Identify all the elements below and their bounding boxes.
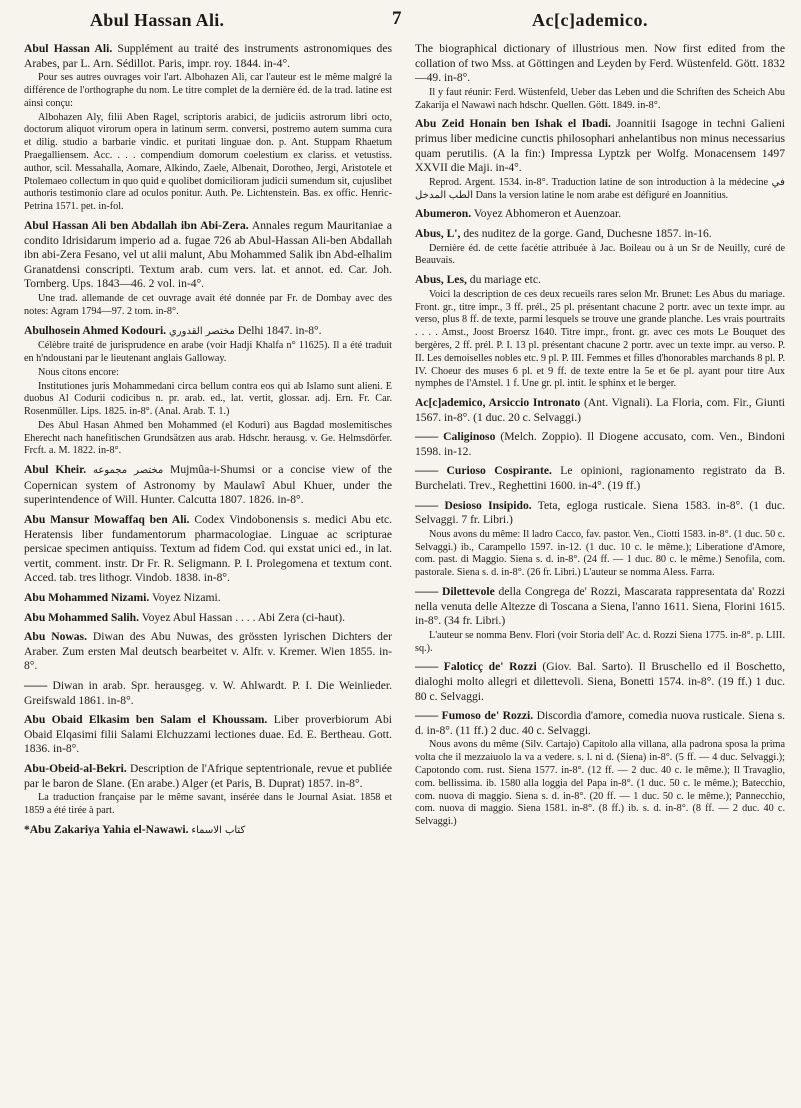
entry-text: Annales regum Mauritaniae a condito Idrisidarum imperio ad a. fugae 726 ab Abul-Hassan Ali-ben Abdallah ibn abi-Zera Fesano, vel ut alii malunt, Abu Mohammed Salik ibn Abd-elhalim Granatdensi conscripti. Textum arab. cum vers. lat. et annot. ed. Car. Joh. Tornberg. Ups. 1843—46. 2 vol. in-4°.: [24, 218, 392, 291]
entry-heading: Abu Obaid Elkasim ben Salam el Khoussam.: [24, 713, 268, 727]
entry-text: Voyez Abul Hassan . . . . Abi Zera (ci-haut).: [141, 610, 345, 624]
entry-heading: Abus, L',: [415, 226, 461, 240]
entry-note: Nous citons encore:: [38, 366, 119, 378]
entry-heading: Ac[c]ademico, Arsiccio Intronato: [415, 396, 581, 410]
entry-note: Dernière éd. de cette facétie attribuée à Jac. Boileau ou à un Sr de Neuilly, curé de Beauvais.: [415, 242, 785, 267]
catalog-entry: [24, 823, 392, 839]
entry-note: La traduction française par le même savant, insérée dans le Journal Asiat. 1858 et 1859 a été tirée à part.: [24, 792, 392, 816]
entry-note: Voici la description de ces deux recueils rares selon Mr. Brunet: Les Abus du mariage. Front. gr., titre impr., 3 ff. prél., 25 pl. présentant chacune 2 portr. avec un texte impr. au verso, plus 8 ff. de texte, parmi lesquels se trouve une grande planche. Les vrais pourtraits . . . . Amst., Joost Broersz 1640. Titre impr., front. gr. avec ces mots Le Bouquet des bergères, 2 ff. prél. P. I. 13 pl. présentant chacune 2 portr. avec un texte impr. au verso. P. II. Les demoiselles nobles etc. 9 pl. P. III. Femmes et filles d'honorables marchands 8 pl. P. IV. Choeur des muses 6 pl. et 9 ff. de texte entre la 5e et 6e pl. ayant pour titre Aux nymphes de l'Amstel. 1 f. Une gr. pl. intit. le sphinx et le berger.: [415, 288, 785, 390]
entry-text: Codex Vindobonensis s. medici Abu etc. Heratensis liber fundamentorum pharmacologiae. Linguae ac scripturae persicae specimen antiquiss. Textum ad fidem Cod. qui exstat unici ed., in lat. vertit, comment. instr. Dr Fr. R. Seligmann. P. I. Prolegomena et textum cont. Acced. tab. tres lithogr. Vindob. 1838. in-8°.: [24, 513, 393, 585]
right-column: [415, 42, 785, 834]
entry-text: The biographical dictionary of illustrious men. Now first edited from the collation of two Mss. at Göttingen and Leyden by Ferd. Wüstenfeld. Gött. 1832—49. in-8°.: [415, 42, 785, 85]
entry-heading: Abu Mohammed Nizami.: [24, 591, 150, 605]
entry-note: Nous avons du même (Silv. Cartajo) Capitolo alla villana, alla padrona sposa la prima volta che il mezzaiuolo la va a vedere. s. l. ni d. (Siena) in-8°. (5 ff. — 4 duc. Selvaggi.); Capotondo com. rust. Siena 1577. in-8°. (12 ff. — 2 duc. 40 c. le même.); Il Travaglio, com. bellissima. ib. 1580 alla loggia del Papa in-8°. (1 duc. 50 c. le même.); Batecchio, com. nuova di maggio. Siena s. d. in-8°. (20 ff. — 1 duc. 50 c. le même.); Pannecchio, com. nuova di maggio. Siena 1581. in-8°. (8 ff.) ib. s. d. in-8°. (8 ff. — 2 duc. 40 c. Selvaggi.): [415, 739, 785, 828]
catalog-entry: [415, 117, 785, 202]
catalog-entry: [415, 396, 785, 425]
entry-note: Albohazen Aly, filii Aben Ragel, scriptoris arabici, de judiciis astrorum libri octo, doctorum aliquot virorum opera in latinum serm. conversi, postremo autem summa cura et dilig. studio a barbarie vindic. et puritati linguae don. p. Ant. Stuppam Rhaetum Praegalliensem. Acc. . . . compendium domorum coelestium ex clariss. et vetustiss. author, scil. Messahalla, Aomare, Alkindo, Zaele, Albenait, Dorotheo, Jergi, Aristotele et Ptolemaeo collectum in quo quid e quolibet domicilioram judicii sumendum sit, cujuslibet authoris testimonio clare ad oculos ponitur. Auth. Pe. Lichtenstein. Bas. ex offic. Henric-Petrina 1571. pet. in-fol.: [24, 111, 392, 213]
entry-text: Delhi 1847. in-8°.: [237, 323, 322, 337]
catalog-entry: [24, 324, 392, 459]
entry-heading: Abu Mohammed Salih.: [24, 610, 139, 624]
entry-heading: Abul Kheir.: [24, 463, 87, 477]
catalog-entry: [415, 430, 785, 459]
entry-text: Le opinioni, ragionamento registrato da B. Burchelati. Trev., Reghettini 1600. in-4°. (19 ff.): [415, 464, 785, 493]
entry-heading: —— Desioso Insipido.: [415, 498, 532, 512]
entry-note: Des Abul Hasan Ahmed ben Mohammed (el Koduri) aus Bagdad moslemitisches Eherecht nach hanefitischen Grundsätzen aus arab. Hdschr. herausg. v. Ge. Helmsdörfer. Frcft. a. M. 1822. in-8°.: [24, 419, 392, 457]
entry-text: Joannitii Isagoge in techni Galieni primus liber medicine cunctis philosophari anhelantibus non minus necessarius quam perutilis. (A la fin:) Impressa Lyptzk per Wolfg. Monacensem 1497 XXVII die Maji. in-4°.: [415, 117, 785, 175]
entry-text: (Melch. Zoppio). Il Diogene accusato, com. Ven., Bindoni 1598. in-12.: [415, 430, 785, 458]
entry-heading: *Abu Zakariya Yahia el-Nawawi.: [24, 822, 189, 836]
arabic-title: مختصر القدوري: [168, 325, 235, 337]
catalog-entry: [415, 42, 785, 112]
entry-heading: —— Caliginoso: [415, 430, 496, 444]
entry-heading: Abu Mansur Mowaffaq ben Ali.: [24, 513, 190, 527]
catalog-entry: [415, 660, 785, 704]
entry-heading: ——: [24, 679, 48, 692]
entry-heading: —— Dilettevole: [415, 585, 495, 599]
arabic-title: كتاب الاسماء: [191, 824, 246, 836]
entry-heading: Abul Hassan Ali.: [24, 42, 113, 55]
page-number: 7: [392, 8, 402, 29]
entry-note: Il y faut réunir: Ferd. Wüstenfeld, Ueber das Leben und die Schriften des Scheich Abu Zakarija el Nawawi nach hdschr. Quellen. Gött. 1849. in-8°.: [415, 86, 785, 111]
entry-heading: Abumeron.: [415, 207, 472, 221]
catalog-entry: [24, 611, 392, 626]
page-header: [0, 6, 801, 36]
catalog-entry: [24, 762, 392, 818]
catalog-entry: [24, 219, 392, 319]
entry-text: Liber proverbiorum Abi Obaid Elqasimi filii Salami Elchuzzami lectiones duae. Ed. E. Bertheau. Gott. 1836. in-8°.: [24, 713, 392, 756]
entry-note: Célèbre traité de jurisprudence en arabe (voir Hadji Khalfa n° 11625). Il a été traduit en h'ndoustani par le lieutenant anglais Galloway.: [24, 340, 392, 364]
catalog-entry: [24, 630, 392, 674]
catalog-entry: [415, 207, 785, 222]
entry-note: Reprod. Argent. 1534. in-8°. Traduction latine de son introduction à la médecine في الطب المدخل Dans la version latine le nom arabe est défiguré en Joannitius.: [415, 176, 785, 201]
catalog-entry: [415, 709, 785, 829]
entry-text: Teta, egloga rusticale. Siena 1583. in-8°. (1 duc. Selvaggi. 7 fr. Libri.): [415, 498, 785, 527]
entry-text: Mujmûa-i-Shumsi or a concise view of the Copernican system of Astronomy by Maulawî Abul Khuer, under the superintendence of Will. Hunter. Calcutta 1807. 1826. in-8°.: [24, 463, 392, 507]
catalog-entry: [24, 679, 392, 708]
entry-heading: —— Faloticç de' Rozzi: [415, 660, 537, 674]
entry-text: Diwan des Abu Nuwas, des grössten lyrischen Dichters der Araber. Zum ersten Mal deutsch bearbeitet v. Alfr. v. Kremer. Wien 1855. in-8°.: [24, 630, 392, 673]
entry-text: della Congrega de' Rozzi, Mascarata rappresentata da' Rozzi nella venuta delle Altezze di Toscana a Siena, l'anno 1611. Siena, Florini 1615. in-8°. (34 fr. Libri.): [415, 585, 785, 628]
catalog-entry: [415, 464, 785, 493]
entry-text: (Giov. Bal. Sarto). Il Bruschello ed il Boschetto, dialoghi molto allegri et dilettevoli. Siena, Bonetti 1574. in-8°. (19 ff.) 1 duc. 80 c. Selvaggi.: [415, 660, 785, 703]
entry-heading: Abul Hassan Ali ben Abdallah ibn Abi-Zera.: [24, 218, 249, 232]
entry-text: Voyez Nizami.: [151, 591, 221, 605]
entry-text: Description de l'Afrique septentrionale, revue et publiée par le baron de Slane. (En arabe.) Alger (et Paris, B. Duprat) 1857. in-8°.: [24, 761, 392, 790]
catalog-entry: [24, 42, 392, 214]
entry-text: (Ant. Vignali). La Floria, com. Fir., Giunti 1567. in-8°. (1 duc. 20 c. Selvaggi.): [415, 396, 786, 424]
arabic-title: مختصر مجموعه: [92, 465, 164, 477]
entry-heading: Abus, Les,: [415, 273, 467, 287]
entry-note: Nous avons du même: Il ladro Cacco, fav. pastor. Ven., Ciotti 1583. in-8°. (1 duc. 50 c. Selvaggi.) ib., Carampello 1597. in-12. (1 duc. 10 c. le même.); Liberatione d'Amore, com. past. di Maggio. Siena s. d. in-8°. (24 ff. — 1 duc. 80 c. le même.) Senofila, com. pastorale. Siena s. d. in-8°. (26 fr. Libri.) L'auteur se nomma Aless. Farra.: [415, 528, 785, 579]
entry-heading: Abulhosein Ahmed Kodouri.: [24, 323, 167, 337]
catalog-entry: [24, 591, 392, 606]
entry-heading: —— Curioso Cospirante.: [415, 464, 552, 478]
running-head-left: Abul Hassan Ali.: [90, 10, 225, 30]
entry-note: Pour ses autres ouvrages voir l'art. Albohazen Ali, car l'auteur est le même malgré la différence de l'orthographe du nom. Le titre complet de la dernière éd. de la trad. latine est ainsi conçu:: [24, 72, 392, 109]
running-head-right: Ac[c]ademico.: [532, 10, 648, 30]
entry-heading: Abu Nowas.: [24, 630, 87, 644]
entry-note: L'auteur se nomma Benv. Flori (voir Storia dell' Ac. d. Rozzi Siena 1775. in-8°. p. LIII. sq.).: [415, 629, 785, 654]
catalog-entry: [415, 585, 785, 655]
catalog-entry: [24, 513, 392, 586]
catalog-entry: [24, 463, 392, 508]
entry-heading: —— Fumoso de' Rozzi.: [415, 709, 534, 723]
entry-heading: Abu Zeid Honain ben Ishak el Ibadi.: [415, 117, 611, 131]
entry-text: Voyez Abhomeron et Auenzoar.: [473, 207, 622, 221]
entry-note: Une trad. allemande de cet ouvrage avait été donnée par Fr. de Dombay avec des notes: Agram 1794—97. 2 tom. in-8°.: [24, 292, 392, 317]
entry-note: Institutiones juris Mohammedani circa bellum contra eos qui ab Islamo sunt alieni. E duobus Al Codurii codicibus n. pr. arab. ed., lat. vertit, glossar. adj. Ern. Fr. Car. Rosenmüller. Lips. 1825. in-8°. (Anal. Arab. T. 1.): [24, 380, 392, 418]
catalog-entry: [24, 713, 392, 757]
catalog-entry: [415, 273, 785, 391]
entry-heading: Abu-Obeid-al-Bekri.: [24, 761, 127, 775]
entry-text: des nuditez de la gorge. Gand, Duchesne 1857. in-16.: [463, 226, 712, 240]
entry-text: du mariage etc.: [469, 273, 541, 287]
catalog-entry: [415, 227, 785, 268]
entry-text: Supplément au traité des instruments astronomiques des Arabes, par L. Arn. Sédillot. Paris, impr. roy. 1844. in-4°.: [24, 42, 392, 70]
entry-text: Discordia d'amore, comedia nuova rusticale. Siena s. d. in-8°. (11 ff.) 2 duc. 40 c. Selvaggi.: [415, 709, 785, 737]
entry-text: Diwan in arab. Spr. herausgeg. v. W. Ahlwardt. P. I. Die Weinlieder. Greifswald 1861. in-8°.: [24, 679, 392, 707]
left-column: [24, 42, 392, 843]
catalog-entry: [415, 499, 785, 580]
